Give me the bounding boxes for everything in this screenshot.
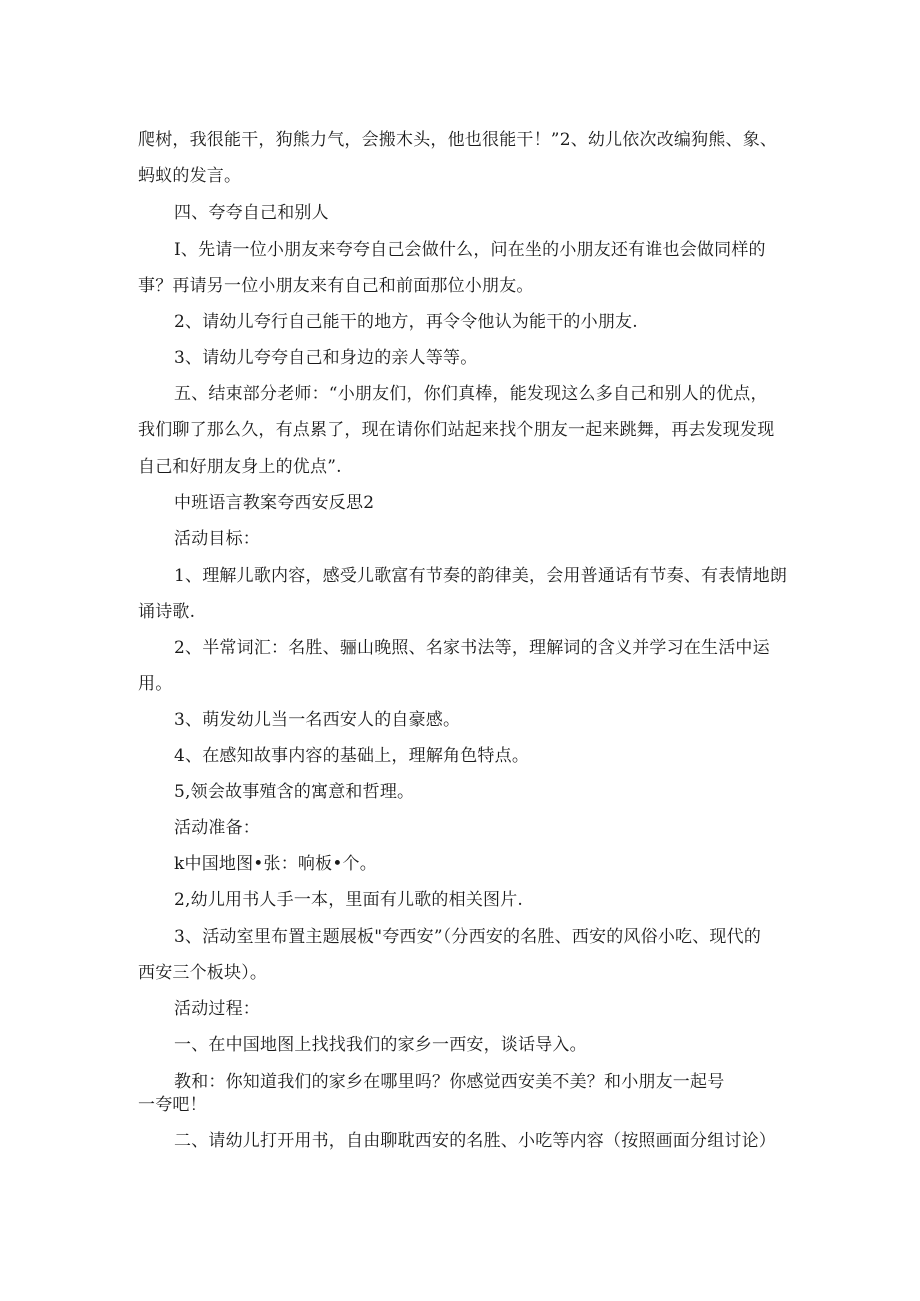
section-title: 中班语言教案夸西安反思2 bbox=[174, 493, 375, 513]
text-line: 事？再请另一位小朋友来有自己和前面那位小朋友。 bbox=[138, 276, 534, 296]
text-line: 用。 bbox=[138, 674, 173, 694]
section-heading: 活动目标： bbox=[174, 529, 260, 549]
text-line: 一、在中国地图上找找我们的家乡一西安，谈话导入。 bbox=[174, 1035, 587, 1055]
text-line: 5,领会故事殖含的寓意和哲理。 bbox=[174, 782, 415, 802]
text-line: 1、理解儿歌内容，感受儿歌富有节奏的韵律美，会用普通话有节奏、有表情地朗 bbox=[174, 566, 788, 586]
text-line: 3、萌发幼儿当一名西安人的自豪感。 bbox=[174, 710, 461, 730]
text-line: 五、结束部分老师：“小朋友们，你们真棒，能发现这么多自己和别人的优点， bbox=[174, 384, 768, 404]
text-line: 一夸吧！ bbox=[138, 1095, 207, 1115]
text-line: I、先请一位小朋友来夸夸自己会做什么，问在坐的小朋友还有谁也会做同样的 bbox=[174, 240, 766, 260]
text-line: 3、请幼儿夸夸自己和身边的亲人等等。 bbox=[174, 348, 478, 368]
text-line: 2、请幼儿夸行自己能干的地方，再令令他认为能干的小朋友. bbox=[174, 312, 638, 332]
section-heading: 活动准备： bbox=[174, 818, 260, 838]
text-line: 2,幼儿用书人手一本，里面有儿歌的相关图片. bbox=[174, 890, 524, 910]
text-line: 3、活动室里布置主题展板"夸西安”（分西安的名胜、西安的风俗小吃、现代的 bbox=[174, 927, 762, 947]
text-line: 爬树，我很能干，狗熊力气，会搬木头，他也很能干！”2、幼儿依次改编狗熊、象、 bbox=[138, 130, 778, 150]
text-line: 2、半常词汇：名胜、骊山晚照、名家书法等，理解词的含义并学习在生活中运 bbox=[174, 638, 770, 658]
text-line: 诵诗歌. bbox=[138, 602, 196, 622]
text-line: 4、在感知故事内容的基础上，理解角色特点。 bbox=[174, 746, 530, 766]
section-heading: 活动过程： bbox=[174, 999, 260, 1019]
text-line: 我们聊了那么久，有点累了，现在请你们站起来找个朋友一起来跳舞，再去发现发现 bbox=[138, 420, 775, 440]
text-line: 二、请幼儿打开用书，自由聊耽西安的名胜、小吃等内容（按照画面分组讨论） bbox=[174, 1131, 776, 1151]
text-line: k中国地图•张：响板•个。 bbox=[174, 854, 377, 874]
text-line: 自己和好朋友身上的优点”. bbox=[138, 457, 342, 477]
text-line: 教和：你知道我们的家乡在哪里吗？你感觉西安美不美？和小朋友一起号 bbox=[174, 1072, 725, 1092]
text-line: 蚂蚁的发言。 bbox=[138, 166, 242, 186]
text-line: 西安三个板块）。 bbox=[138, 963, 268, 983]
section-heading: 四、夸夸自己和别人 bbox=[174, 203, 329, 223]
